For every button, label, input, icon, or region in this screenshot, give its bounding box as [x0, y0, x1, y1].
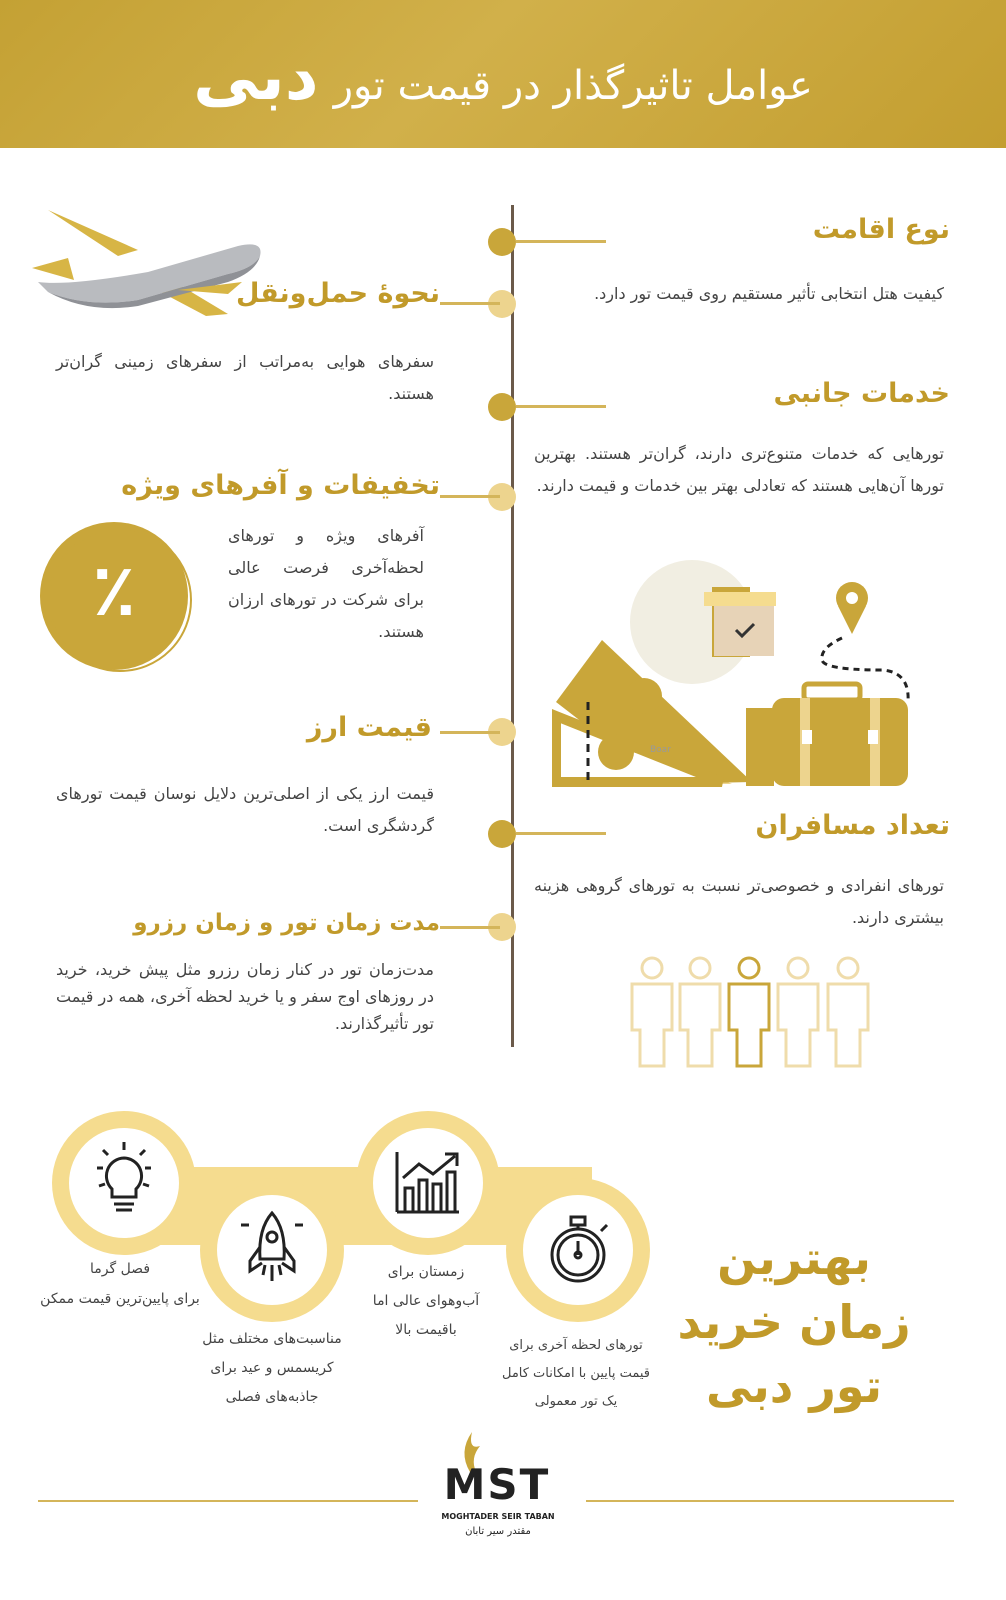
timeline-connector [440, 926, 500, 929]
percent-icon: ٪ [92, 548, 136, 632]
factor-text-currency: قیمت ارز یکی از اصلی‌ترین دلایل نوسان قیمت تورهای گردشگری است. [56, 784, 434, 835]
footer-divider [38, 1500, 418, 1502]
stopwatch-icon [523, 1195, 633, 1305]
logo: MST [443, 1460, 551, 1509]
timeline-dot [488, 820, 516, 848]
factor-title-travelers: تعداد مسافران [755, 810, 950, 841]
factor-title-transport: نحوهٔ حمل‌ونقل [236, 278, 440, 309]
factor-title-services: خدمات جانبی [773, 378, 950, 409]
best-time-item-summer: فصل گرما برای پایین‌ترین قیمت ممکن [40, 1261, 200, 1307]
factor-text-travelers: تورهای انفرادی و خصوصی‌تر نسبت به تورهای گروهی هزینه بیشتری دارند. [534, 876, 944, 927]
factor-title-accommodation: نوع اقامت [812, 214, 950, 245]
factor-title-discounts: تخفیفات و آفرهای ویژه [121, 470, 440, 501]
timeline-connector [440, 302, 500, 305]
footer-divider [586, 1500, 954, 1502]
chart-icon [373, 1128, 483, 1238]
rocket-icon [217, 1195, 327, 1305]
factor-text-services: تورهایی که خدمات متنوع‌تری دارند، گران‌تر هستند. بهترین تورها آن‌هایی هستند که تعادلی بهتر بین خدمات و قیمت دارند. [534, 444, 944, 495]
timeline-connector [440, 731, 500, 734]
page-title-city: دبی [193, 38, 319, 115]
people-icon [626, 954, 874, 1070]
factor-text-accommodation: کیفیت هتل انتخابی تأثیر مستقیم روی قیمت تور دارد. [594, 284, 944, 303]
logo-persian-name: مقتدر سیر تابان [465, 1526, 531, 1537]
logo-english-name: MOGHTADER SEIR TABAN [441, 1512, 555, 1521]
chain-inner [373, 1128, 483, 1238]
timeline-connector [440, 495, 500, 498]
timeline-dot [488, 228, 516, 256]
factor-text-transport: سفرهای هوایی به‌مراتب از سفرهای زمینی گران‌تر هستند. [56, 352, 434, 403]
chain-inner [69, 1128, 179, 1238]
travel-illustration [552, 552, 914, 794]
page-title [0, 38, 1006, 115]
timeline-dot [488, 393, 516, 421]
chain-inner [523, 1195, 633, 1305]
best-time-item-holidays: مناسبت‌های مختلف مثل کریسمس و عید برای جاذبه‌های فصلی [202, 1331, 342, 1405]
lightbulb-icon [69, 1128, 179, 1238]
best-time-item-winter: زمستان برای آب‌وهوای عالی اما باقیمت بالا [372, 1264, 480, 1338]
factor-text-discounts: آفرهای ویژه و تورهای لحظه‌آخری فرصت عالی برای شرکت در تورهای ارزان هستند. [228, 526, 424, 641]
best-time-title: بهترین زمان خرید تور دبی [677, 1231, 911, 1413]
ticket-text: Boar [650, 745, 671, 755]
airplane-icon [28, 210, 264, 322]
factor-text-duration: مدت‌زمان تور در کنار زمان رزرو مثل پیش خرید، خرید در روزهای اوج سفر و یا خرید لحظه آخری، همه در قیمت تور تأثیرگذارند. [56, 960, 434, 1033]
factor-title-currency: قیمت ارز [306, 712, 432, 743]
factor-title-duration: مدت زمان تور و زمان رزرو [133, 910, 440, 936]
page-title-main: عوامل تاثیرگذار در قیمت تور [333, 63, 813, 109]
chain-inner [217, 1195, 327, 1305]
best-time-item-lastminute: تورهای لحظه آخری برای قیمت پایین با امکانات کامل یک تور معمولی [501, 1338, 651, 1409]
